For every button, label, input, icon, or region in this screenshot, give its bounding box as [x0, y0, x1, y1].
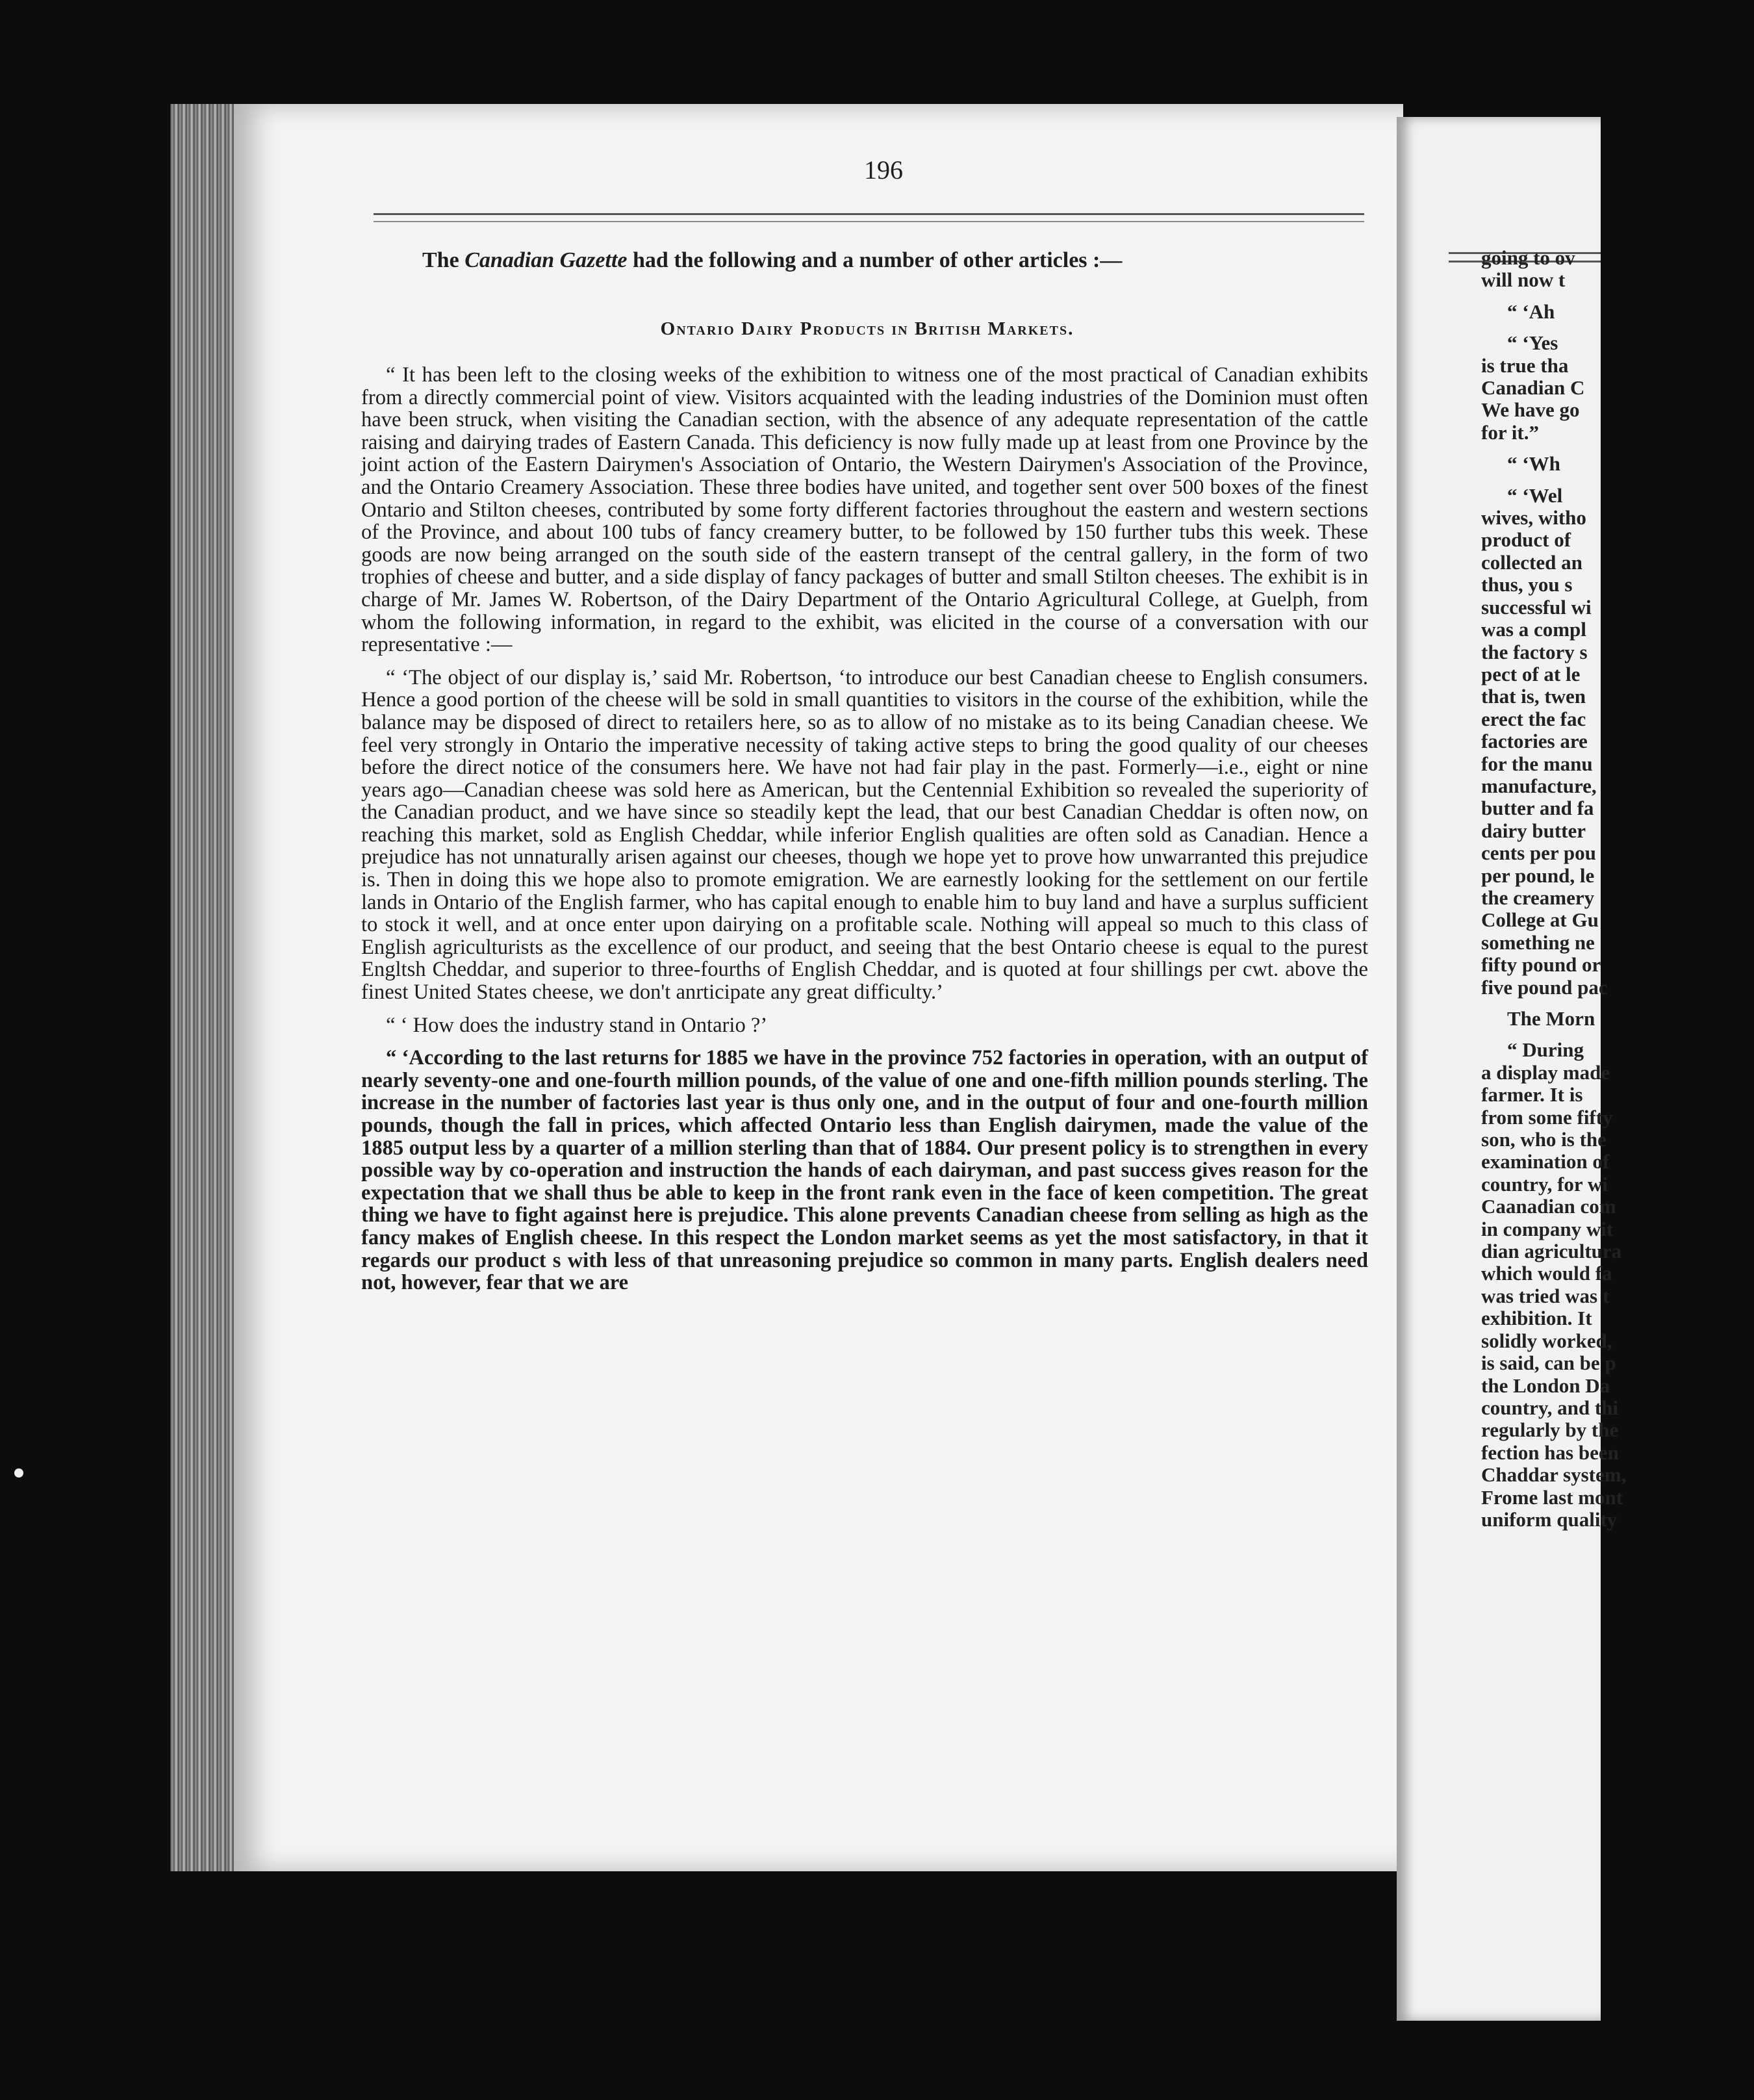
right-page-line: the factory s [1481, 640, 1588, 663]
paragraph-2: “ ‘The object of our display is,’ said Mr. Robertson, ‘to introduce our best Canadian cheese to English consumers. Hence a good portion of the cheese will be sold in small quantities to visitors in the course of the exhibition, while the balance may be disposed of direct to retailers here, so as to allow of no mistake as to its being Canadian cheese. We feel very strongly in Ontario the imperative necessity of taking active steps to bring the good quality of our cheeses before the direct notice of the consumers here. We have not had fair play in the past. Formerly—i.e., eight or nine years ago—Canadian cheese was sold here as American, but the Centennial Exhibition so revealed the superiority of the Canadian product, and we have since so steadily kept the lead, that our best Canadian Cheddar is often now, on reaching this market, sold as English Cheddar, while inferior English qualities are often sold as Canadian. Hence a prejudice has not unnaturally arisen against our cheeses, though we hope yet to prove how unwarranted this prejudice is. Then in doing this we hope also to promote emigration. We are earnestly looking for the settlement on our fertile lands in Ontario of the English farmer, who has capital enough to enable him to buy land and have a surplus sufficient to stock it well, and at once enter upon dairying on a profitable scale. Nothing will appeal so much to this class of English agriculturists as the excellence of our product, and seeing that the best Ontario cheese is equal to the purest Engltsh Cheddar, and superior to three-fourths of English Cheddar, and is quoted at four shillings per cwt. above the finest United States cheese, we don't anrticipate any great difficulty.’ [361, 665, 1368, 1005]
right-page-line: butter and fa [1481, 797, 1594, 820]
right-page-line: in company wit [1481, 1217, 1614, 1240]
right-page-line: “ During [1507, 1038, 1584, 1062]
right-page-line: We have go [1481, 398, 1580, 422]
right-page-line: wives, witho [1481, 506, 1586, 530]
header-rule-thin [374, 221, 1364, 222]
right-page-line: product of [1481, 528, 1571, 552]
right-page-text [1481, 247, 1754, 1531]
right-page-line: the London Da [1481, 1374, 1610, 1397]
right-page-line: factories are [1481, 730, 1588, 753]
right-page-line: a display made [1481, 1060, 1610, 1084]
right-page-line: erect the fac [1481, 707, 1586, 730]
right-page-line: fifty pound or [1481, 953, 1601, 977]
right-page-line: country, and thi [1481, 1396, 1619, 1419]
intro-suffix: had the following and a number of other articles :— [627, 248, 1123, 272]
right-page-line: is said, can be p [1481, 1351, 1616, 1375]
right-page-line: from some fifty [1481, 1105, 1613, 1129]
right-page-line: successful wi [1481, 595, 1592, 619]
right-page-line: five pound pac [1481, 975, 1608, 999]
right-page-line: cents per pou [1481, 841, 1596, 865]
right-page-line: uniform quality [1481, 1507, 1618, 1531]
right-page-line: son, who is the [1481, 1128, 1607, 1151]
dust-speck [14, 1468, 23, 1478]
right-page-line: The Morn [1507, 1007, 1595, 1030]
paragraph-3: “ ‘ How does the industry stand in Ontario ?’ [386, 1013, 768, 1037]
article-title: Ontario Dairy Products in British Markets. [660, 318, 1074, 339]
right-page-line: farmer. It is [1481, 1083, 1583, 1107]
right-page-line: country, for wi [1481, 1172, 1608, 1196]
right-page-line: Frome last mont [1481, 1485, 1623, 1509]
right-page-line: will now t [1481, 268, 1566, 292]
right-page-line: Caanadian com [1481, 1195, 1616, 1218]
paragraph-1: “ It has been left to the closing weeks of the exhibition to witness one of the most practical of Canadian exhibits from a directly commercial point of view. Visitors acquainted with the leading industries of the Dominion must often have been struck, when visiting the Canadian section, with the absence of any adequate representation of the cattle raising and dairying trades of Eastern Canada. This deficiency is now fully made up at least from one Province by the joint action of the Eastern Dairymen's Association of Ontario, the Western Dairymen's Association of the Province, and the Ontario Creamery Association. These three bodies have united, and together sent over 500 boxes of the finest Ontario and Stilton cheeses, contributed by some forty different factories throughout the eastern and western sections of the Province, and about 100 tubs of fancy creamery butter, to be followed by 150 further tubs this week. These goods are now being arranged on the south side of the eastern transept of the central gallery, in the form of two trophies of cheese and butter, and a side display of fancy packages of butter and small Stilton cheeses. The exhibit is in charge of Mr. James W. Robertson, of the Dairy Department of the Ontario Agricultural College, at Guelph, from whom the following information, in regard to the exhibit, was elicited in the course of a conversation with our representative :— [361, 363, 1368, 657]
right-page-line: exhibition. It [1481, 1307, 1592, 1330]
right-page-line: collected an [1481, 550, 1582, 574]
right-page-line: the creamery [1481, 886, 1595, 909]
right-page-line: going to ov [1481, 246, 1575, 269]
right-page-line: is true tha [1481, 353, 1569, 377]
right-page-line: for it.” [1481, 420, 1539, 444]
right-page-line: for the manu [1481, 752, 1593, 775]
right-page-line: solidly worked, [1481, 1329, 1612, 1352]
right-page-line: something ne [1481, 930, 1595, 954]
right-page-line: that is, twen [1481, 685, 1586, 708]
right-page-line: regularly by the [1481, 1418, 1619, 1442]
intro-prefix: The [422, 248, 465, 272]
publication-name: Canadian Gazette [464, 248, 628, 272]
intro-line [422, 248, 1364, 273]
page-number: 196 [864, 155, 903, 185]
header-rule [374, 213, 1364, 215]
right-page-line: “ ‘Wh [1507, 452, 1560, 476]
right-page-line: which would fa [1481, 1262, 1612, 1285]
right-page-line: “ ‘Ah [1507, 300, 1555, 323]
right-page-line: per pound, le [1481, 864, 1595, 887]
right-page-line: thus, you s [1481, 573, 1573, 596]
right-page-line: was tried was t [1481, 1284, 1610, 1307]
right-page-line: pect of at le [1481, 662, 1581, 685]
right-page-line: dairy butter [1481, 819, 1586, 842]
right-page-line: was a compl [1481, 618, 1586, 641]
right-page-line: examination of [1481, 1150, 1610, 1173]
right-page-line: fection has been [1481, 1441, 1619, 1464]
right-page-line: dian agricultura [1481, 1240, 1622, 1263]
right-page-line: College at Gu [1481, 908, 1599, 932]
right-page-line: manufacture, [1481, 774, 1597, 797]
paragraph-4: “ ‘According to the last returns for 1885 we have in the province 752 factories in operation, with an output of nearly seventy-one and one-fourth million pounds, of the value of one and one-fifth million pounds sterling. The increase in the number of factories last year is thus only one, and in the output of four and one-fourth million pounds, though the fall in prices, which affected Ontario less than English dairymen, made the value of the 1885 output less by a quarter of a million sterling than that of 1884. Our present policy is to strengthen in every possible way by co-operation and instruction the hands of each dairyman, and past success gives reason for the expectation that we shall thus be able to keep in the front rank even in the face of keen competition. The great thing we have to fight against here is prejudice. This alone prevents Canadian cheese from selling as high as the fancy makes of English cheese. In this respect the London market seems as yet the most satisfactory, in that it regards our product s with less of that unreasoning prejudice so common in many parts. English dealers need not, however, fear that we are [361, 1046, 1368, 1295]
right-page-line: “ ‘Yes [1507, 331, 1558, 355]
right-page-line: Canadian C [1481, 376, 1585, 400]
right-page-line: “ ‘Wel [1507, 483, 1563, 507]
right-page-line: Chaddar system, [1481, 1463, 1627, 1487]
article-body [361, 364, 1368, 1305]
